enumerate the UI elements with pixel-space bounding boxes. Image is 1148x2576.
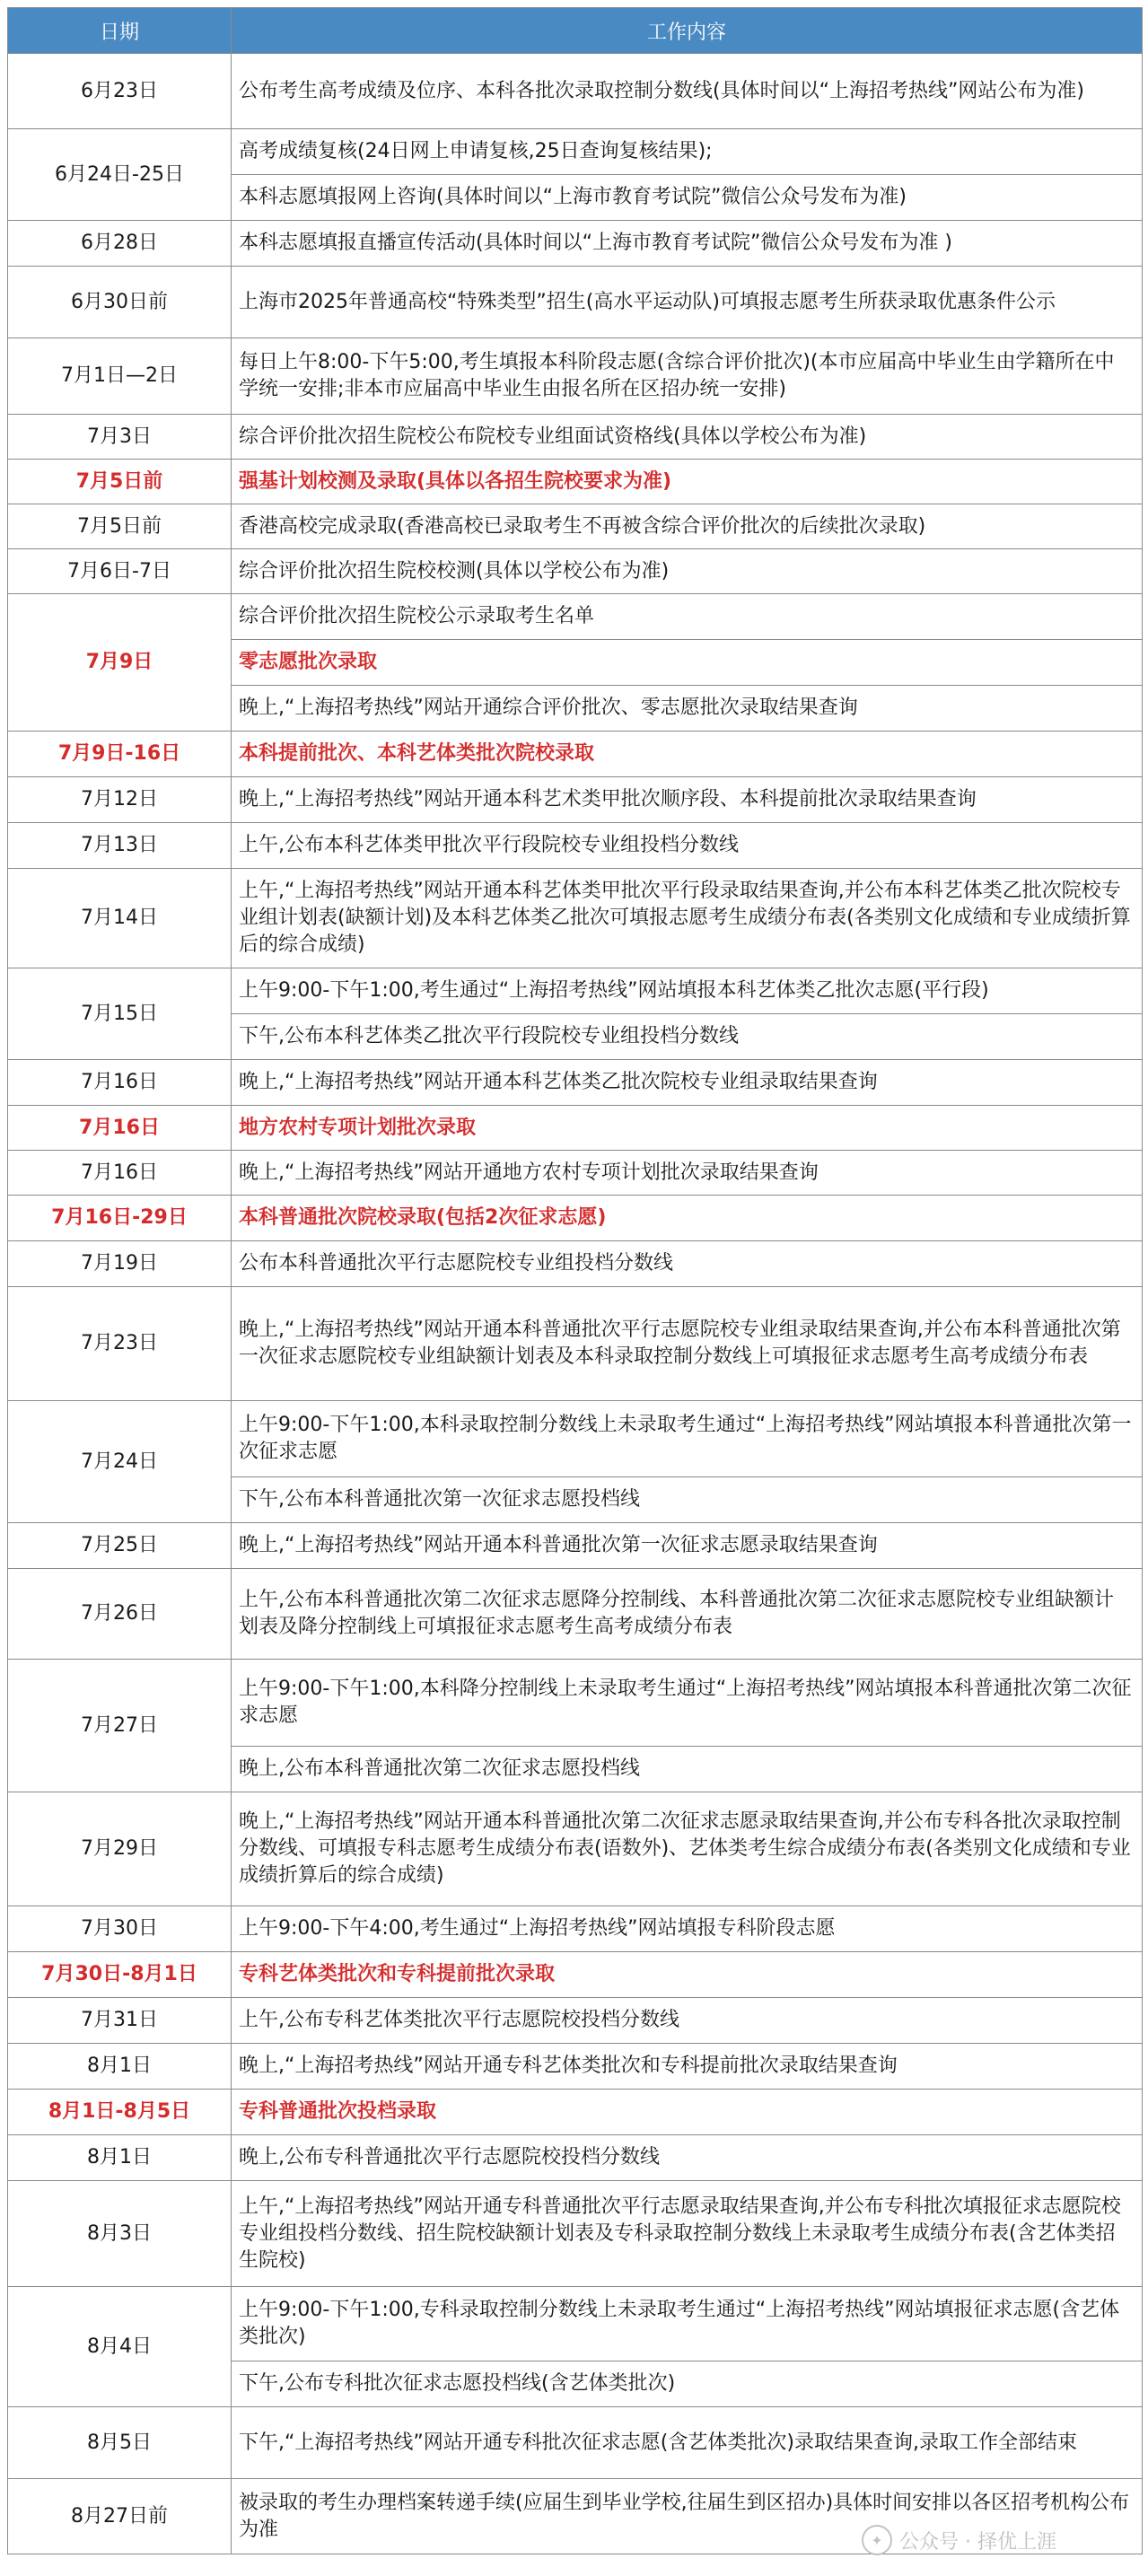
date-cell: 8月27日前 [8, 2479, 232, 2554]
content-cell: 上午,公布专科艺体类批次平行志愿院校投档分数线 [232, 1998, 1143, 2044]
date-cell: 7月19日 [8, 1241, 232, 1287]
table-row [8, 1660, 1143, 1747]
table-row [8, 221, 1143, 267]
table-row [8, 2044, 1143, 2090]
content-cell: 上午,公布本科普通批次第二次征求志愿降分控制线、本科普通批次第二次征求志愿院校专业组缺额计划表及降分控制线上可填报征求志愿考生高考成绩分布表 [232, 1569, 1143, 1660]
table-row [8, 2407, 1143, 2479]
content-cell: 上午,公布本科艺体类甲批次平行段院校专业组投档分数线 [232, 823, 1143, 869]
table-row [8, 1998, 1143, 2044]
content-cell: 香港高校完成录取(香港高校已录取考生不再被含综合评价批次的后续批次录取) [232, 504, 1143, 549]
date-cell: 7月25日 [8, 1523, 232, 1569]
content-cell: 综合评价批次招生院校公示录取考生名单 [232, 594, 1143, 640]
date-cell: 8月3日 [8, 2181, 232, 2287]
table-row [8, 594, 1143, 640]
content-cell: 晚上,“上海招考热线”网站开通本科普通批次第二次征求志愿录取结果查询,并公布专科各批次录取控制分数线、可填报专科志愿考生成绩分布表(语数外)、艺体类考生综合成绩分布表(各类别文化成绩和专业成绩折算后的综合成绩) [232, 1792, 1143, 1906]
date-cell: 6月28日 [8, 221, 232, 267]
content-cell: 上海市2025年普通高校“特殊类型”招生(高水平运动队)可填报志愿考生所获录取优惠条件公示 [232, 267, 1143, 338]
table-row [8, 267, 1143, 338]
content-cell: 本科志愿填报网上咨询(具体时间以“上海市教育考试院”微信公众号发布为准) [232, 175, 1143, 221]
content-cell: 强基计划校测及录取(具体以各招生院校要求为准) [232, 460, 1143, 504]
date-cell: 8月1日 [8, 2135, 232, 2181]
watermark [862, 2522, 1131, 2558]
date-cell: 7月13日 [8, 823, 232, 869]
date-cell: 7月9日 [8, 594, 232, 732]
date-cell: 6月24日-25日 [8, 129, 232, 221]
table-row [8, 968, 1143, 1014]
table-row [8, 1523, 1143, 1569]
date-cell: 8月1日-8月5日 [8, 2090, 232, 2135]
schedule-table [7, 7, 1143, 2554]
date-cell: 7月27日 [8, 1660, 232, 1792]
date-cell: 8月1日 [8, 2044, 232, 2090]
date-cell: 7月30日-8月1日 [8, 1952, 232, 1998]
content-cell: 晚上,“上海招考热线”网站开通本科普通批次平行志愿院校专业组录取结果查询,并公布本科普通批次第一次征求志愿院校专业组缺额计划表及本科录取控制分数线上可填报征求志愿考生高考成绩分布表 [232, 1287, 1143, 1401]
date-cell: 6月30日前 [8, 267, 232, 338]
table-row [8, 2135, 1143, 2181]
content-cell: 晚上,“上海招考热线”网站开通本科艺体类乙批次院校专业组录取结果查询 [232, 1060, 1143, 1106]
content-cell: 上午9:00-下午1:00,专科录取控制分数线上未录取考生通过“上海招考热线”网站填报征求志愿(含艺体类批次) [232, 2287, 1143, 2361]
content-cell: 晚上,“上海招考热线”网站开通专科艺体类批次和专科提前批次录取结果查询 [232, 2044, 1143, 2090]
table-row [8, 1196, 1143, 1241]
table-row [8, 2287, 1143, 2361]
date-cell: 7月5日前 [8, 504, 232, 549]
content-cell: 本科提前批次、本科艺体类批次院校录取 [232, 732, 1143, 777]
content-cell: 专科艺体类批次和专科提前批次录取 [232, 1952, 1143, 1998]
table-header-row [8, 8, 1143, 54]
table-row [8, 1952, 1143, 1998]
date-cell: 7月26日 [8, 1569, 232, 1660]
content-cell: 高考成绩复核(24日网上申请复核,25日查询复核结果); [232, 129, 1143, 175]
date-cell: 7月14日 [8, 869, 232, 968]
date-cell: 7月1日—2日 [8, 338, 232, 415]
table-row [8, 129, 1143, 175]
table-row [8, 777, 1143, 823]
table-row [8, 732, 1143, 777]
date-cell: 6月23日 [8, 54, 232, 129]
content-cell: 公布考生高考成绩及位序、本科各批次录取控制分数线(具体时间以“上海招考热线”网站公布为准) [232, 54, 1143, 129]
content-cell: 晚上,“上海招考热线”网站开通本科艺术类甲批次顺序段、本科提前批次录取结果查询 [232, 777, 1143, 823]
content-cell: 综合评价批次招生院校公布院校专业组面试资格线(具体以学校公布为准) [232, 415, 1143, 460]
date-cell: 7月6日-7日 [8, 549, 232, 594]
table-row [8, 460, 1143, 504]
table-row [8, 504, 1143, 549]
content-cell: 上午9:00-下午1:00,本科录取控制分数线上未录取考生通过“上海招考热线”网站填报本科普通批次第一次征求志愿 [232, 1401, 1143, 1477]
date-cell: 8月4日 [8, 2287, 232, 2407]
content-cell: 下午,公布专科批次征求志愿投档线(含艺体类批次) [232, 2361, 1143, 2407]
header-date: 日期 [8, 8, 232, 54]
date-cell: 7月12日 [8, 777, 232, 823]
date-cell: 7月5日前 [8, 460, 232, 504]
schedule-body [8, 54, 1143, 2554]
content-cell: 上午9:00-下午4:00,考生通过“上海招考热线”网站填报专科阶段志愿 [232, 1906, 1143, 1952]
content-cell: 上午9:00-下午1:00,考生通过“上海招考热线”网站填报本科艺体类乙批次志愿(平行段) [232, 968, 1143, 1014]
content-cell: 地方农村专项计划批次录取 [232, 1106, 1143, 1151]
table-row [8, 2181, 1143, 2287]
content-cell: 上午,“上海招考热线”网站开通本科艺体类甲批次平行段录取结果查询,并公布本科艺体类乙批次院校专业组计划表(缺额计划)及本科艺体类乙批次可填报志愿考生成绩分布表(各类别文化成绩和专业成绩折算后的综合成绩) [232, 869, 1143, 968]
watermark-text: 公众号 · 择优上涯 [899, 2530, 1056, 2554]
table-row [8, 2090, 1143, 2135]
table-row [8, 415, 1143, 460]
date-cell: 7月16日 [8, 1151, 232, 1196]
content-cell: 上午9:00-下午1:00,本科降分控制线上未录取考生通过“上海招考热线”网站填报本科普通批次第二次征求志愿 [232, 1660, 1143, 1747]
table-row [8, 823, 1143, 869]
date-cell: 8月5日 [8, 2407, 232, 2479]
content-cell: 每日上午8:00-下午5:00,考生填报本科阶段志愿(含综合评价批次)(本市应届高中毕业生由学籍所在中学统一安排;非本市应届高中毕业生由报名所在区招办统一安排) [232, 338, 1143, 415]
content-cell: 晚上,“上海招考热线”网站开通综合评价批次、零志愿批次录取结果查询 [232, 686, 1143, 732]
date-cell: 7月3日 [8, 415, 232, 460]
content-cell: 晚上,公布专科普通批次平行志愿院校投档分数线 [232, 2135, 1143, 2181]
content-cell: 下午,“上海招考热线”网站开通专科批次征求志愿(含艺体类批次)录取结果查询,录取工作全部结束 [232, 2407, 1143, 2479]
date-cell: 7月15日 [8, 968, 232, 1060]
table-row [8, 1401, 1143, 1477]
date-cell: 7月9日-16日 [8, 732, 232, 777]
content-cell: 专科普通批次投档录取 [232, 2090, 1143, 2135]
date-cell: 7月24日 [8, 1401, 232, 1523]
content-cell: 综合评价批次招生院校校测(具体以学校公布为准) [232, 549, 1143, 594]
date-cell: 7月16日 [8, 1060, 232, 1106]
content-cell: 本科志愿填报直播宣传活动(具体时间以“上海市教育考试院”微信公众号发布为准 ) [232, 221, 1143, 267]
table-row [8, 549, 1143, 594]
table-row [8, 1060, 1143, 1106]
content-cell: 上午,“上海招考热线”网站开通专科普通批次平行志愿录取结果查询,并公布专科批次填报征求志愿院校专业组投档分数线、招生院校缺额计划表及专科录取控制分数线上未录取考生成绩分布表(含艺体类招生院校) [232, 2181, 1143, 2287]
table-row [8, 1106, 1143, 1151]
table-row [8, 1906, 1143, 1952]
content-cell: 公布本科普通批次平行志愿院校专业组投档分数线 [232, 1241, 1143, 1287]
content-cell: 下午,公布本科艺体类乙批次平行段院校专业组投档分数线 [232, 1014, 1143, 1060]
date-cell: 7月16日-29日 [8, 1196, 232, 1241]
content-cell: 晚上,“上海招考热线”网站开通本科普通批次第一次征求志愿录取结果查询 [232, 1523, 1143, 1569]
date-cell: 7月16日 [8, 1106, 232, 1151]
table-row [8, 338, 1143, 415]
table-row [8, 1287, 1143, 1401]
content-cell: 晚上,“上海招考热线”网站开通地方农村专项计划批次录取结果查询 [232, 1151, 1143, 1196]
date-cell: 7月30日 [8, 1906, 232, 1952]
table-row [8, 1792, 1143, 1906]
date-cell: 7月23日 [8, 1287, 232, 1401]
content-cell: 本科普通批次院校录取(包括2次征求志愿) [232, 1196, 1143, 1241]
content-cell: 下午,公布本科普通批次第一次征求志愿投档线 [232, 1477, 1143, 1523]
table-row [8, 1151, 1143, 1196]
content-cell: 被录取的考生办理档案转递手续(应届生到毕业学校,往届生到区招办)具体时间安排以各区招考机构公布为准 [232, 2479, 1143, 2554]
table-row [8, 1569, 1143, 1660]
date-cell: 7月29日 [8, 1792, 232, 1906]
table-row [8, 54, 1143, 129]
table-row [8, 1241, 1143, 1287]
content-cell: 晚上,公布本科普通批次第二次征求志愿投档线 [232, 1747, 1143, 1792]
content-cell: 零志愿批次录取 [232, 640, 1143, 686]
header-content: 工作内容 [232, 8, 1143, 54]
wechat-icon: ✦ [862, 2525, 892, 2555]
table-row [8, 869, 1143, 968]
date-cell: 7月31日 [8, 1998, 232, 2044]
